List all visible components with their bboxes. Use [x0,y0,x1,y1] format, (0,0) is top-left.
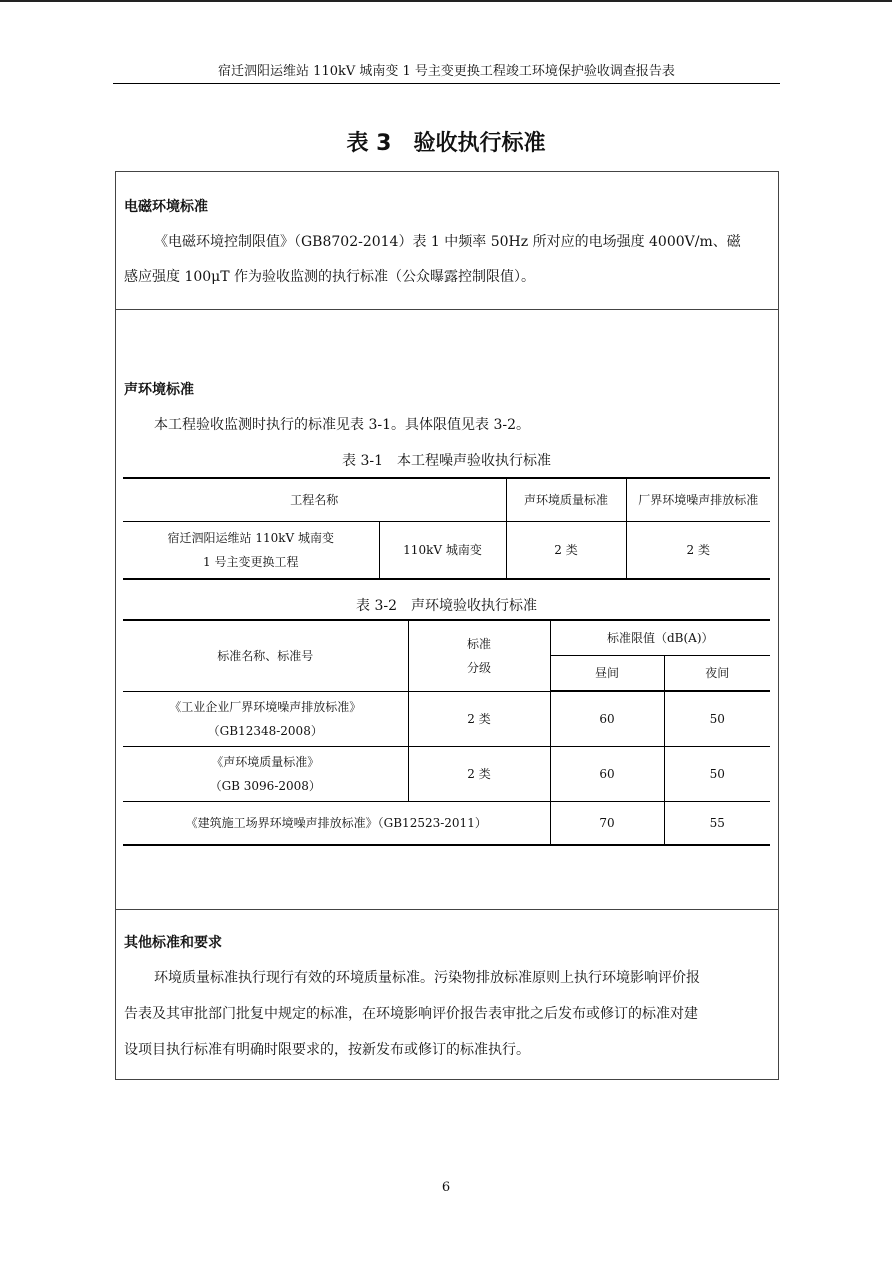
table-3-1-caption: 表 3-1 本工程噪声验收执行标准 [342,453,551,469]
header-grade-line-2: 分级 [466,660,491,675]
standard-name-cell [123,691,408,747]
noise-intro: 本工程验收监测时执行的标准见表 3-1。具体限值见表 3-2。 [154,417,530,433]
table-3-1 [123,477,770,580]
header-limit: 标准限值（dB(A)） [550,620,770,656]
header-project-name: 工程名称 [123,478,506,522]
table-3-2-header-row-1 [123,620,770,656]
other-paragraph-line-3: 设项目执行标准有明确时限要求的，按新发布或修订的标准执行。 [124,1042,530,1058]
other-paragraph-line-1: 环境质量标准执行现行有效的环境质量标准。污染物排放标准原则上执行环境影响评价报 [154,970,700,986]
table-row [123,802,770,846]
standard-name-line-1: 《声环境质量标准》 [211,755,320,769]
other-section-heading: 其他标准和要求 [124,935,222,951]
header-standard-name: 标准名称、标准号 [123,620,408,691]
em-paragraph-line-1: 《电磁环境控制限值》（GB8702-2014）表 1 中频率 50Hz 所对应的电场强度 4000V/m、磁 [154,234,741,250]
table-row [123,691,770,747]
night-limit-cell: 50 [664,747,770,802]
grade-cell: 2 类 [408,747,550,802]
table-row [123,747,770,802]
night-limit-cell: 50 [664,691,770,747]
night-limit-cell: 55 [664,802,770,846]
header-rule [113,83,780,84]
header-quality-standard: 声环境质量标准 [506,478,626,522]
section-divider-1 [115,309,779,310]
running-header: 宿迁泗阳运维站 110kV 城南变 1 号主变更换工程竣工环境保护验收调查报告表 [218,64,675,79]
header-day: 昼间 [550,656,664,692]
noise-section-heading: 声环境标准 [124,382,194,398]
table-3-2-caption: 表 3-2 声环境验收执行标准 [356,598,537,614]
em-section-heading: 电磁环境标准 [124,199,208,215]
standard-name-line-1: 《工业企业厂界环境噪声排放标准》 [169,699,362,714]
page-number: 6 [441,1180,451,1195]
other-paragraph-line-2: 告表及其审批部门批复中规定的标准，在环境影响评价报告表审批之后发布或修订的标准对建 [124,1006,698,1022]
standard-name-cell [123,747,408,802]
substation-cell: 110kV 城南变 [379,522,506,580]
standard-name-cell: 《建筑施工场界环境噪声排放标准》（GB12523-2011） [123,802,550,846]
table-row [123,522,770,580]
top-border-line [0,0,892,2]
table-3-1-header-row [123,478,770,522]
day-limit-cell: 60 [550,691,664,747]
day-limit-cell: 70 [550,802,664,846]
standard-code-line: （GB12348-2008） [207,723,323,738]
document-title: 表 3 验收执行标准 [346,131,546,156]
section-divider-2 [115,909,779,910]
header-night: 夜间 [664,656,770,692]
standard-code-line: （GB 3096-2008） [209,779,321,793]
project-name-cell [123,522,379,580]
boundary-class-cell: 2 类 [686,543,710,557]
quality-class-cell: 2 类 [506,522,626,580]
day-limit-cell: 60 [550,747,664,802]
header-grade [408,620,550,691]
em-paragraph-line-2: 感应强度 100μT 作为验收监测的执行标准（公众曝露控制限值）。 [124,269,536,285]
project-name-line-1: 宿迁泗阳运维站 110kV 城南变 [167,531,334,545]
table-3-2 [123,619,770,846]
header-grade-line-1: 标准 [466,636,491,651]
project-name-line-2: 1 号主变更换工程 [203,555,299,569]
header-boundary-standard: 厂界环境噪声排放标准 [626,478,770,522]
grade-cell: 2 类 [408,691,550,747]
